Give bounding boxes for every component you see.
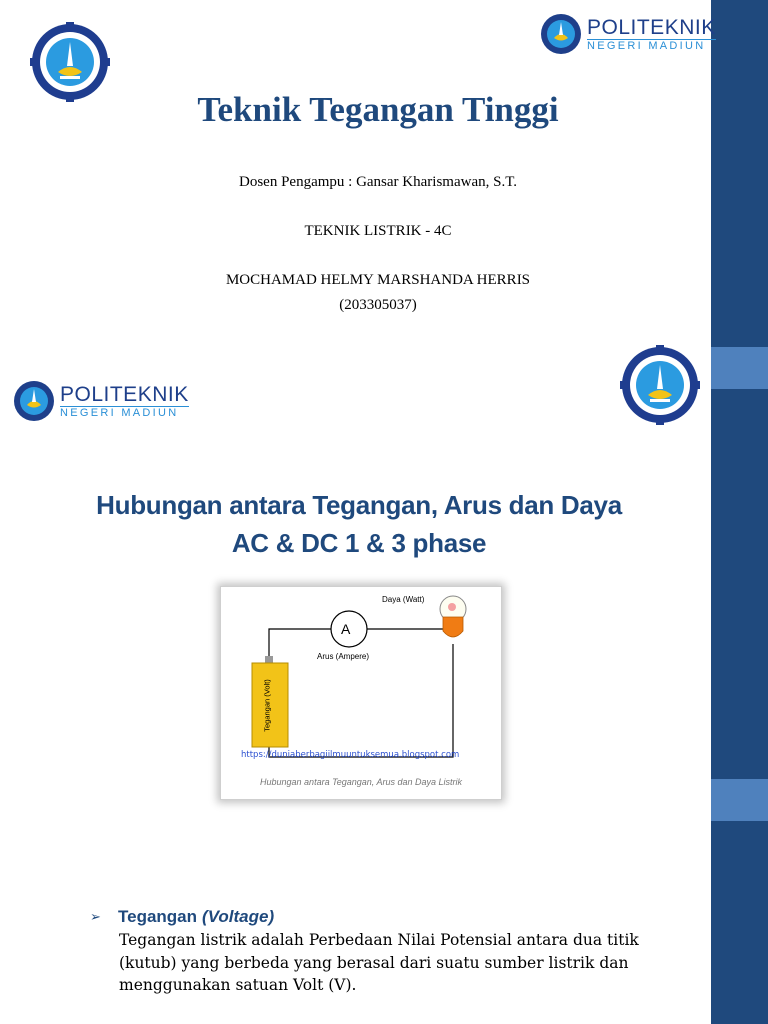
- brand-name: POLITEKNIK: [587, 15, 716, 39]
- slide-title: [0, 486, 718, 562]
- gear-emblem-icon: [539, 12, 583, 56]
- arrow-bullet-icon: ➢: [90, 909, 101, 925]
- source-url[interactable]: https://duniaberbagiilmuuntuksemua.blogspot.com: [241, 750, 460, 760]
- voltage-label: Tegangan (Volt): [262, 679, 272, 732]
- presentation-title: Teknik Tegangan Tinggi: [197, 90, 559, 129]
- bullet-term: Tegangan: [118, 907, 198, 926]
- brand-logo: [12, 379, 189, 423]
- sidebar-bar: [711, 0, 768, 341]
- circuit-figure: [220, 586, 502, 800]
- brand-name: POLITEKNIK: [60, 382, 189, 406]
- bullet-definition: Tegangan listrik adalah Perbedaan Nilai Potensial antara dua titik (kutub) yang berbeda yang berasal dari suatu sumber listrik dan menggunakan satuan Volt (V).: [119, 931, 639, 994]
- current-label: Arus (Ampere): [317, 652, 370, 661]
- figure-caption: Hubungan antara Tegangan, Arus dan Daya Listrik: [260, 777, 462, 787]
- brand-subname: NEGERI MADIUN: [587, 39, 716, 52]
- slide-title-line: Hubungan antara Tegangan, Arus dan Daya: [96, 490, 622, 520]
- power-label: Daya (Watt): [382, 595, 425, 604]
- gear-emblem-icon: [12, 379, 56, 423]
- title-slide: [0, 0, 768, 341]
- sidebar-tab: [711, 779, 768, 821]
- sidebar-bar: [711, 341, 768, 1024]
- slide-title-line: AC & DC 1 & 3 phase: [231, 528, 487, 558]
- brand-logo: [539, 12, 716, 56]
- student-id: (203305037): [339, 297, 417, 313]
- content-slide: [0, 341, 768, 1024]
- brand-subname: NEGERI MADIUN: [60, 406, 189, 419]
- bullet-term-en: (Voltage): [202, 907, 275, 926]
- student-name: MOCHAMAD HELMY MARSHANDA HERRIS: [225, 272, 531, 288]
- class-line: TEKNIK LISTRIK - 4C: [304, 223, 452, 239]
- bullet-heading: [90, 907, 274, 927]
- battery-terminal: [265, 656, 273, 663]
- lecturer-line: Dosen Pengampu : Gansar Kharismawan, S.T.: [239, 174, 517, 190]
- ammeter-symbol: A: [341, 621, 351, 637]
- university-emblem-icon: [620, 345, 700, 425]
- sidebar-tab: [711, 347, 768, 389]
